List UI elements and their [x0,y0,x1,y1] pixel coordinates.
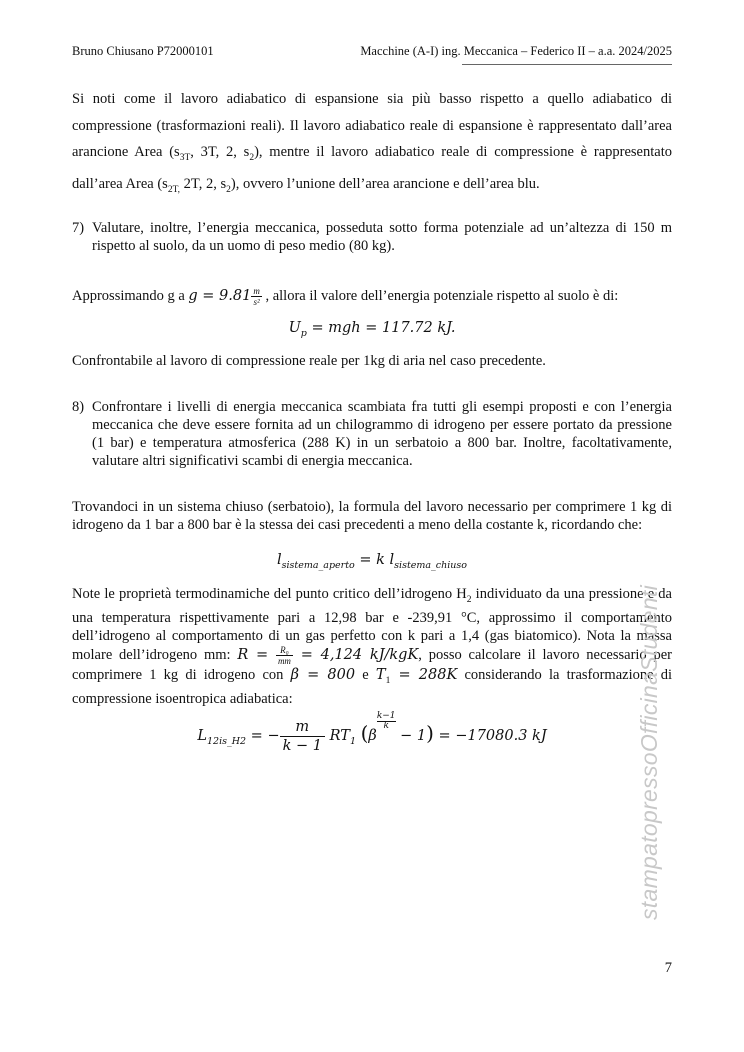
list-item-7 [72,219,672,255]
paragraph-gravity: Approssimando g a g = 9.81 $\frac{m}{\text{s²}}$ , allora il valore dell’energia potenziale rispetto al suolo è di: [72,286,619,308]
equation-open-closed-system: $l_{sistema\_aperto} = k$ $l_{sistema\_chiuso}$ [277,552,467,571]
fraction-r0-mm: $\frac{\text{R₀}}{mm}$ [277,644,291,666]
list-item-8 [72,398,672,470]
watermark: stampatopressoOfficinaStudenti [636,584,662,920]
paragraph-closed-system: Trovandoci in un sistema chiuso (serbatoio), la formula del lavoro necessario per comprimere 1 kg di idrogeno da 1 bar a 800 bar è la stessa dei casi precedenti a meno della costante k, ricordando che: [72,499,672,533]
item-number: 8) [72,399,85,415]
item-text: Valutare, inoltre, l’energia meccanica, posseduta sotto forma potenziale ad un’altezza di 150 m rispetto al suolo, da un uomo di peso medio (80 kg). [92,220,672,254]
header-author: Bruno Chiusano P72000101 [72,44,214,58]
page-number: 7 [664,960,672,976]
equation-compression-work: $L_{12is\_H2}$ = − $\frac{m}{k - 1}$ $RT_1$ (β $^{\frac{k-1}{k}}$ − 1) = −17080.3 kJ [197,711,547,754]
header-course: Macchine (A-I) ing. Meccanica – Federico II – a.a. 2024/2025 [360,44,672,58]
equation-potential-energy: $U_p$ = mgh = 117.72 kJ. [288,320,456,339]
item-number: 7) [72,220,85,236]
fraction-m-over-k-minus-1: $\frac{m}{k - 1}$ [280,718,325,755]
paragraph-comparison: Confrontabile al lavoro di compressione reale per 1kg di aria nel caso precedente. [72,353,546,369]
paragraph-adiabatic-work: Si noti come il lavoro adiabatico di espansione sia più basso rispetto a quello adiabatico di compressione (trasformazioni reali). Il lavoro adiabatico reale di espansione è rappresentato dall’area arancione Area ($s_{3T}$, 3T, 2, $s_2$), mentre il lavoro adiabatico reale di compressione è rappresentato dall’area Area ($s_{2T,}$ 2T, 2, $s_2$), ovvero l’unione dell’area arancione e dell’area blu. [72,91,672,196]
header-rule [462,64,672,65]
fraction-m-s2: $\frac{m}{\text{s²}}$ [253,286,260,308]
item-text: Confrontare i livelli di energia meccanica scambiata fra tutti gli esempi proposti e con l’energia meccanica che deve essere fornita ad un chilogrammo di idrogeno per essere portato da pressione (1 bar) e temperatura atmosferica (288 K) in un serbatoio a 800 bar. Inoltre, facoltativamente, valutare altri significativi scambi di energia meccanica. [92,399,672,469]
paragraph-hydrogen: Note le proprietà termodinamiche del punto critico dell’idrogeno $H_2$ individuato da una pressione e da una temperatura rispettivamente pari a 12,98 bar e -239,91 °C, approssimo il comportamento dell’idrogeno al comportamento di un gas perfetto con k pari a 1,4 (gas biatomico). Nota la massa molare dell’idrogeno mm: R = $\frac{\text{R₀}}{mm}$ = 4,124 kJ/kgK, posso calcolare il lavoro necessario per comprimere 1 kg di idrogeno con β = 800 e $T_1 = 288K$ considerando la trasformazione di compressione isoentropica adiabatica: [72,586,672,707]
